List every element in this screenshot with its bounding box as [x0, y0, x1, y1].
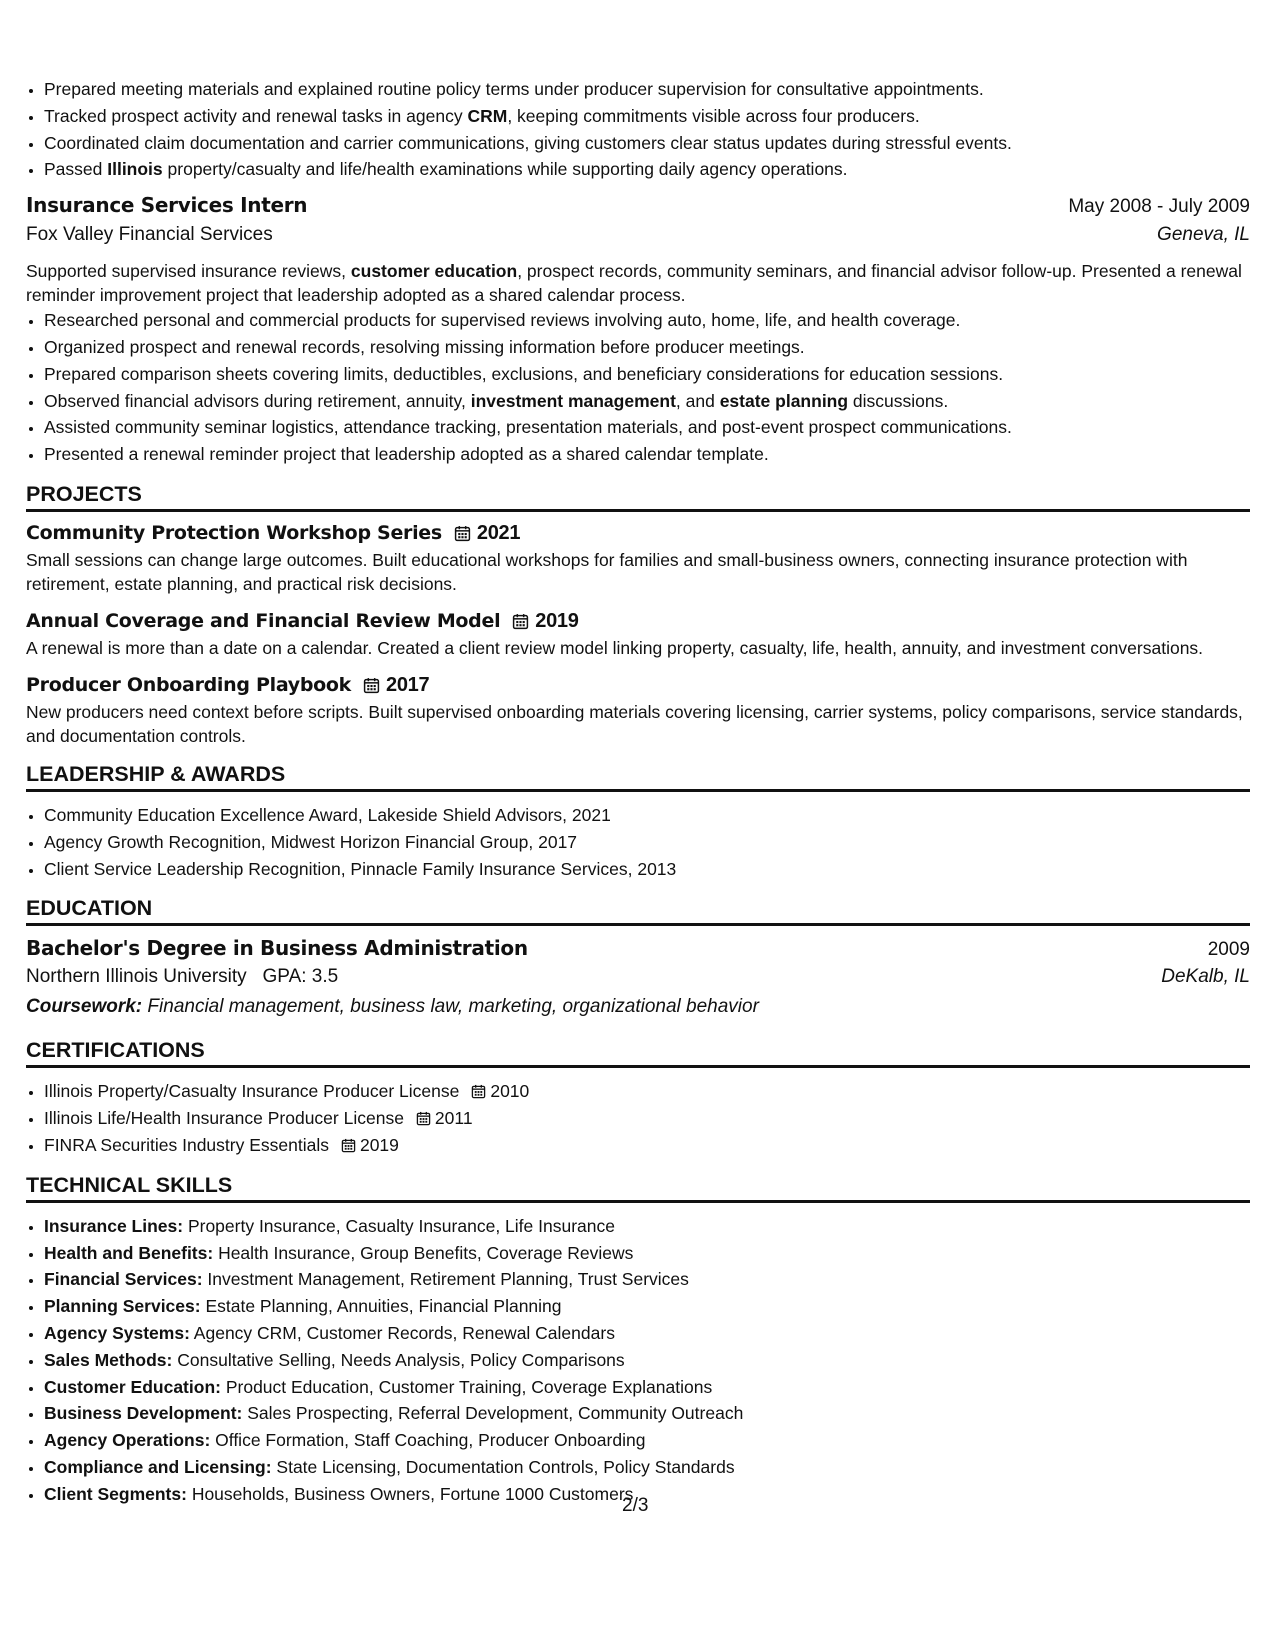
- list-item: • Customer Education: Product Education, Customer Training, Coverage Explanations: [44, 1374, 1250, 1401]
- project-title: Community Protection Workshop Series: [26, 522, 442, 545]
- list-item: • Agency Growth Recognition, Midwest Horizon Financial Group, 2017: [44, 829, 1250, 856]
- school-location: DeKalb, IL: [1161, 966, 1250, 988]
- list-item: • Client Segments: Households, Business Owners, Fortune 1000 Customers: [44, 1481, 1250, 1508]
- list-item: • Agency Operations: Office Formation, Staff Coaching, Producer Onboarding: [44, 1427, 1250, 1454]
- school-name: Northern Illinois University: [26, 966, 247, 988]
- awards-list: [26, 802, 1250, 882]
- project-list: [26, 522, 1250, 748]
- list-item: • Business Development: Sales Prospecting, Referral Development, Community Outreach: [44, 1400, 1250, 1427]
- list-item: • Prepared meeting materials and explained routine policy terms under producer supervision for consultative appointments.: [44, 76, 1250, 103]
- list-item: • Client Service Leadership Recognition, Pinnacle Family Insurance Services, 2013: [44, 856, 1250, 883]
- section-heading-certifications: CERTIFICATIONS: [26, 1038, 1250, 1068]
- project-item: [26, 610, 1250, 660]
- list-item: • Health and Benefits: Health Insurance, Group Benefits, Coverage Reviews: [44, 1240, 1250, 1267]
- list-item: • FINRA Securities Industry Essentials 2019: [44, 1132, 1250, 1159]
- cert-year: 2019: [359, 1134, 399, 1155]
- section-heading-awards: LEADERSHIP & AWARDS: [26, 762, 1250, 792]
- section-heading-projects: PROJECTS: [26, 482, 1250, 512]
- job-summary: Supported supervised insurance reviews, customer education, prospect records, community seminars, and financial advisor follow-up. Presented a renewal reminder improvement project that leadership adopted as a shared calendar process.: [26, 261, 1242, 306]
- project-item: [26, 522, 1250, 596]
- list-item: • Compliance and Licensing: State Licensing, Documentation Controls, Policy Standards: [44, 1454, 1250, 1481]
- coursework: Coursework: Financial management, business law, marketing, organizational behavior: [26, 996, 759, 1018]
- list-item: • Community Education Excellence Award, Lakeside Shield Advisors, 2021: [44, 802, 1250, 829]
- cert-year: 2010: [490, 1081, 530, 1102]
- list-item: • Planning Services: Estate Planning, Annuities, Financial Planning: [44, 1293, 1250, 1320]
- calendar-icon: [416, 1111, 431, 1126]
- list-item: • Illinois Life/Health Insurance Producer License 2011: [44, 1105, 1250, 1132]
- gpa: GPA: 3.5: [262, 966, 339, 988]
- list-item: • Financial Services: Investment Management, Retirement Planning, Trust Services: [44, 1266, 1250, 1293]
- calendar-icon: [471, 1084, 486, 1099]
- project-title: Annual Coverage and Financial Review Model: [26, 610, 501, 633]
- experience-bullets-top: [26, 76, 1250, 183]
- list-item: • Assisted community seminar logistics, attendance tracking, presentation materials, and post-event prospect communications.: [44, 414, 1250, 441]
- calendar-icon: [512, 613, 529, 630]
- project-year: 2021: [476, 521, 521, 544]
- section-heading-education: EDUCATION: [26, 896, 1250, 926]
- calendar-icon: [363, 677, 380, 694]
- calendar-icon: [341, 1138, 356, 1153]
- section-heading-skills: TECHNICAL SKILLS: [26, 1173, 1250, 1203]
- list-item: • Organized prospect and renewal records, resolving missing information before producer meetings.: [44, 334, 1250, 361]
- education-entry: [26, 936, 1250, 1018]
- job-entry: [26, 193, 1250, 468]
- degree-year: 2009: [1207, 939, 1250, 961]
- job-dates: May 2008 - July 2009: [1068, 196, 1250, 218]
- project-title: Producer Onboarding Playbook: [26, 674, 351, 697]
- list-item: • Tracked prospect activity and renewal tasks in agency CRM, keeping commitments visible across four producers.: [44, 103, 1250, 130]
- skills-list: [26, 1213, 1250, 1508]
- job-location: Geneva, IL: [1157, 224, 1250, 246]
- list-item: • Prepared comparison sheets covering limits, deductibles, exclusions, and beneficiary considerations for education sessions.: [44, 361, 1250, 388]
- page-number: 2/3: [622, 1495, 649, 1516]
- list-item: • Coordinated claim documentation and carrier communications, giving customers clear status updates during stressful events.: [44, 130, 1250, 157]
- cert-year: 2011: [434, 1108, 473, 1129]
- list-item: • Presented a renewal reminder project that leadership adopted as a shared calendar template.: [44, 441, 1250, 468]
- list-item: • Sales Methods: Consultative Selling, Needs Analysis, Policy Comparisons: [44, 1347, 1250, 1374]
- project-description: A renewal is more than a date on a calendar. Created a client review model linking property, casualty, life, health, annuity, and investment conversations.: [26, 637, 1204, 658]
- project-year: 2019: [535, 609, 579, 632]
- project-description: Small sessions can change large outcomes. Built educational workshops for families and small-business owners, connecting insurance protection with retirement, estate planning, and practical risk decisions.: [26, 549, 1188, 594]
- calendar-icon: [454, 525, 471, 542]
- job-title: Insurance Services Intern: [26, 193, 308, 218]
- job-company: Fox Valley Financial Services: [26, 224, 273, 246]
- certifications-list: [26, 1078, 1250, 1158]
- degree-title: Bachelor's Degree in Business Administration: [26, 936, 528, 961]
- project-description: New producers need context before scripts. Built supervised onboarding materials covering licensing, carrier systems, policy comparisons, service standards, and documentation controls.: [26, 701, 1243, 746]
- list-item: • Illinois Property/Casualty Insurance Producer License 2010: [44, 1078, 1250, 1105]
- list-item: • Insurance Lines: Property Insurance, Casualty Insurance, Life Insurance: [44, 1213, 1250, 1240]
- list-item: • Agency Systems: Agency CRM, Customer Records, Renewal Calendars: [44, 1320, 1250, 1347]
- job-bullets: [26, 307, 1250, 468]
- list-item: • Passed Illinois property/casualty and life/health examinations while supporting daily agency operations.: [44, 156, 1250, 183]
- project-item: [26, 674, 1250, 748]
- resume-page: [26, 76, 1250, 1508]
- list-item: • Researched personal and commercial products for supervised reviews involving auto, home, life, and health coverage.: [44, 307, 1250, 334]
- project-year: 2017: [386, 673, 430, 696]
- list-item: • Observed financial advisors during retirement, annuity, investment management, and estate planning discussions.: [44, 388, 1250, 415]
